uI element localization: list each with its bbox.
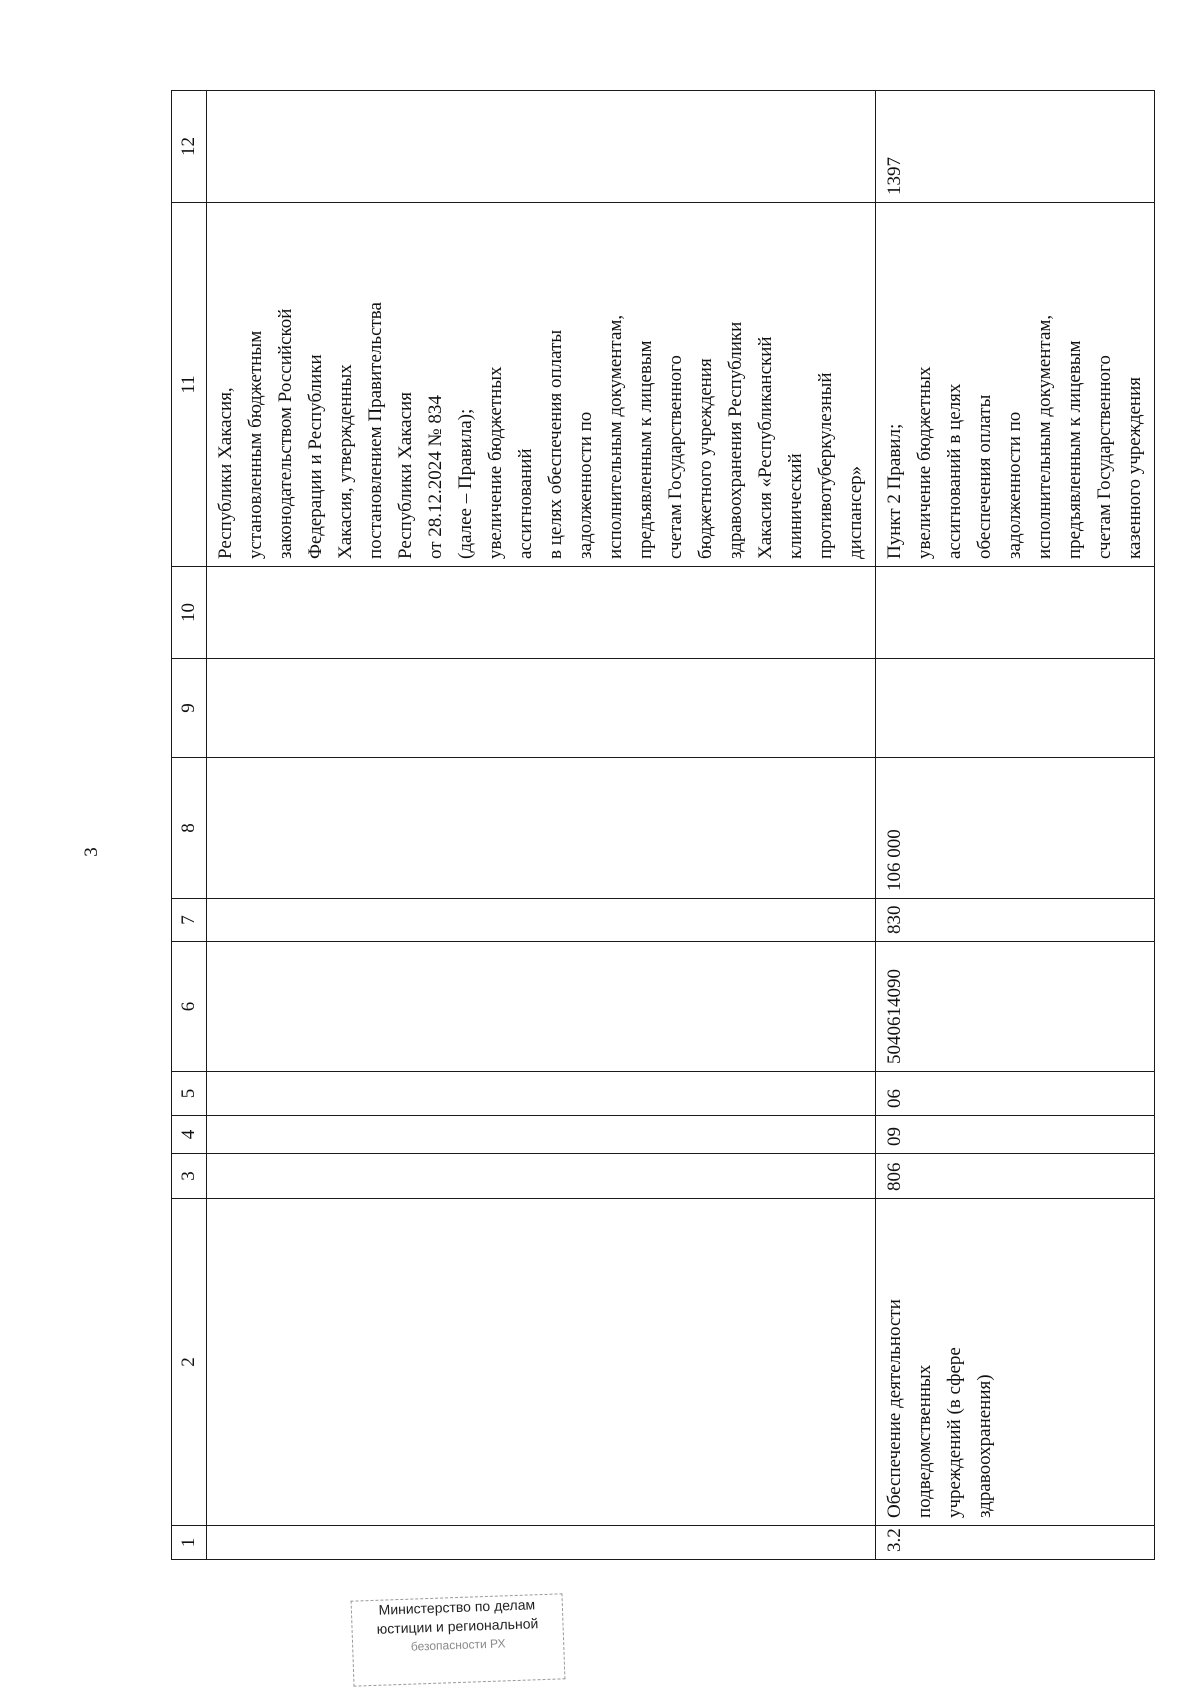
cell-amount: 106 000 xyxy=(876,758,1155,899)
cell-code-5: 06 xyxy=(876,1072,1155,1116)
header-cell-1: 1 xyxy=(172,1526,207,1560)
cell-code-6 xyxy=(207,942,876,1072)
stamp-line-2: юстиции и региональной xyxy=(376,1615,539,1637)
table-row xyxy=(207,91,876,1560)
cell-code-4 xyxy=(207,1116,876,1154)
header-cell-10: 10 xyxy=(172,567,207,659)
cell-basis: Республики Хакасия, установленным бюджетным законодательством Российской Федерации и Республики Хакасия, утвержденных постановлением Правительства Республики Хакасия от 28.12.2024 № 834 (далее – Правила); увеличение бюджетных ассигнований в целях обеспечения оплаты задолженности по исполнительным документам, предъявленным к лицевым счетам Государственного бюджетного учреждения здравоохранения Республики Хакасия «Республиканский клинический противотуберкулезный диспансер» xyxy=(207,203,876,567)
cell-number xyxy=(207,1526,876,1560)
page-number: 3 xyxy=(81,847,102,857)
cell-col-12: 1397 xyxy=(876,91,1155,203)
cell-name: Обеспечение деятельности подведомственных учреждений (в сфере здравоохранения) xyxy=(876,1199,1155,1526)
stamp-line-3: безопасности РХ xyxy=(410,1636,506,1654)
cell-amount xyxy=(207,758,876,899)
header-cell-11: 11 xyxy=(172,203,207,567)
cell-col-10 xyxy=(207,567,876,659)
cell-col-10 xyxy=(876,567,1155,659)
header-row xyxy=(172,91,207,1560)
cell-code-5 xyxy=(207,1072,876,1116)
cell-code-7: 830 xyxy=(876,899,1155,942)
data-table xyxy=(171,90,1155,1560)
cell-col-9 xyxy=(876,659,1155,758)
cell-col-12 xyxy=(207,91,876,203)
header-cell-12: 12 xyxy=(172,91,207,203)
ministry-stamp xyxy=(351,1593,566,1686)
cell-code-3 xyxy=(207,1154,876,1199)
header-cell-5: 5 xyxy=(172,1072,207,1116)
table-row xyxy=(876,91,1155,1560)
header-cell-6: 6 xyxy=(172,942,207,1072)
cell-code-7 xyxy=(207,899,876,942)
rotated-table-wrapper xyxy=(171,91,1145,1560)
cell-col-9 xyxy=(207,659,876,758)
header-cell-3: 3 xyxy=(172,1154,207,1199)
header-cell-4: 4 xyxy=(172,1116,207,1154)
header-cell-8: 8 xyxy=(172,758,207,899)
cell-name xyxy=(207,1199,876,1526)
cell-basis: Пункт 2 Правил; увеличение бюджетных ассигнований в целях обеспечения оплаты задолженности по исполнительным документам, предъявленным к лицевым счетам Государственного казенного учреждения xyxy=(876,203,1155,567)
header-cell-7: 7 xyxy=(172,899,207,942)
cell-code-6: 5040614090 xyxy=(876,942,1155,1072)
cell-code-4: 09 xyxy=(876,1116,1155,1154)
header-cell-2: 2 xyxy=(172,1199,207,1526)
header-cell-9: 9 xyxy=(172,659,207,758)
stamp-line-1: Министерство по делам xyxy=(378,1596,536,1618)
cell-code-3: 806 xyxy=(876,1154,1155,1199)
cell-number: 3.2 xyxy=(876,1526,1155,1560)
